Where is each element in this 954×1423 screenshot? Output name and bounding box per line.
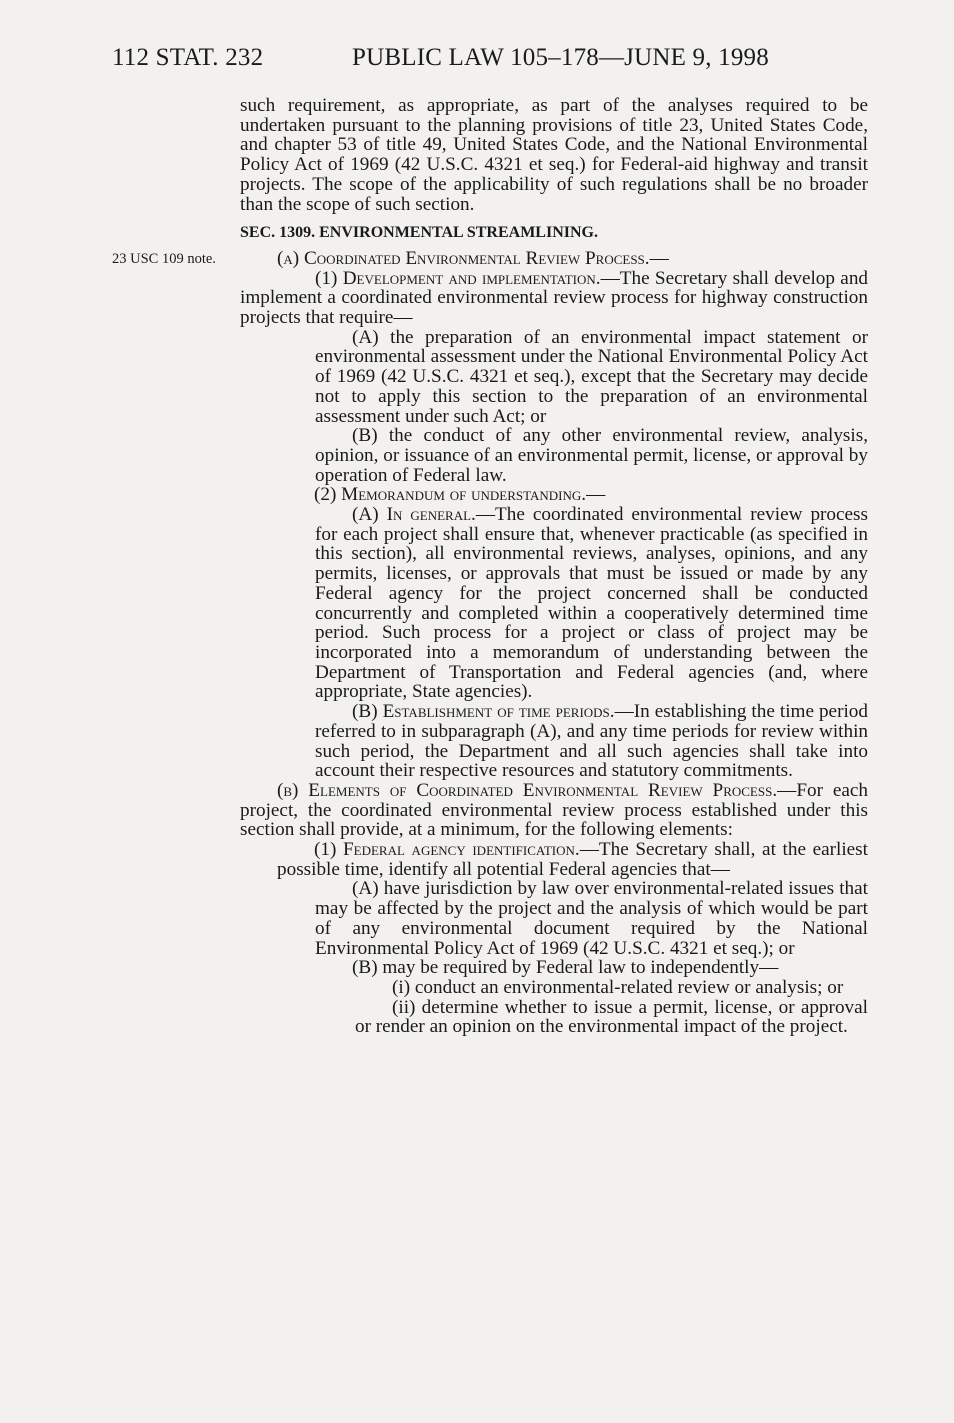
paragraph-a1A: (A) the preparation of an environmental impact statement or environmental assessment under the National Environmental Policy Act of 1969 (42 U.S.C. 4321 et seq.), except that the Secretary may decide not to apply this section to the preparation of an environmental assessment under such Act; or: [315, 326, 868, 427]
subsection-a-heading: [240, 249, 868, 269]
subsection-b: [240, 781, 868, 840]
subsection-b-heading: (b) Elements of Coordinated Environmental Review Process.: [277, 779, 778, 801]
paragraph-a2B: [240, 702, 868, 781]
paragraph-b1A: (A) have jurisdiction by law over environmental-related issues that may be affected by the project and the analysis of which would be part of any environmental document required by the National Environmental Policy Act of 1969 (42 U.S.C. 4321 et seq.); or: [315, 878, 868, 959]
paragraph-a1: [240, 269, 868, 328]
paragraph-a2-title: (2) Memorandum of understanding.—: [314, 484, 606, 506]
paragraph-a2B-heading: (B) Establishment of time periods.: [352, 701, 615, 723]
paragraph-a1B: (B) the conduct of any other environmental review, analysis, opinion, or issuance of an environmental permit, license, or approval by operation of Federal law.: [315, 425, 868, 486]
paragraph-a2B-text: —In establishing the time period referred to in subparagraph (A), and any time periods for review within such period, the Department and all such agencies shall take into account their respective resources and statutory commitments.: [315, 701, 868, 782]
paragraph-a2-heading: [240, 485, 868, 505]
paragraph-b1-heading: (1) Federal agency identification.: [314, 839, 580, 861]
paragraph-b1Bi: (i) conduct an environmental-related review or analysis; or: [392, 976, 844, 998]
paragraph-a2A-heading: (A) In general.: [352, 504, 476, 526]
paragraph-b1Bii: (ii) determine whether to issue a permit, license, or approval or render an opinion on the environmental impact of the project.: [355, 996, 868, 1038]
paragraph-b1: [240, 840, 868, 879]
paragraph-a2A: [240, 505, 868, 702]
paragraph-a2A-text: —The coordinated environmental review process for each project shall ensure that, whenever practicable (as specified in this section), all environmental reviews, analyses, opinions, and any permits, licenses, or approvals that must be issued or made by any Federal agency for the project concerned shall be conducted concurrently and completed within a cooperatively determined time period. Such process for a project or class of project may be incorporated into a memorandum of understanding between the Department of Transportation and Federal agencies (and, where appropriate, State agencies).: [315, 504, 868, 703]
document-body: [240, 96, 868, 1037]
paragraph-b1-text: —The Secretary shall, at the earliest possible time, identify all potential Federal agencies that—: [277, 839, 868, 880]
page-stat-number: 112 STAT. 232: [112, 44, 264, 71]
paragraph-b1B: (B) may be required by Federal law to independently—: [352, 957, 779, 979]
section-heading: SEC. 1309. ENVIRONMENTAL STREAMLINING.: [240, 224, 598, 242]
page-law-title: PUBLIC LAW 105–178—JUNE 9, 1998: [352, 44, 769, 71]
subsection-b-text: —For each project, the coordinated environmental review process established under this section shall provide, at a minimum, for the following elements:: [240, 779, 868, 841]
margin-note: 23 USC 109 note.: [112, 251, 216, 267]
paragraph-a1-heading: (1) Development and implementation.: [315, 267, 601, 289]
paragraph-a1-text: —The Secretary shall develop and implement a coordinated environmental review process for highway construction projects that require—: [240, 267, 869, 329]
intro-paragraph: such requirement, as appropriate, as part of the analyses required to be undertaken pursuant to the planning provisions of title 23, United States Code, and chapter 53 of title 49, United States Code, and the National Environmental Policy Act of 1969 (42 U.S.C. 4321 et seq.) for Federal-aid highway and transit projects. The scope of the applicability of such regulations shall be no broader than the scope of such section.: [240, 95, 868, 215]
subsection-a-title: (a) Coordinated Environmental Review Process.—: [277, 247, 669, 269]
